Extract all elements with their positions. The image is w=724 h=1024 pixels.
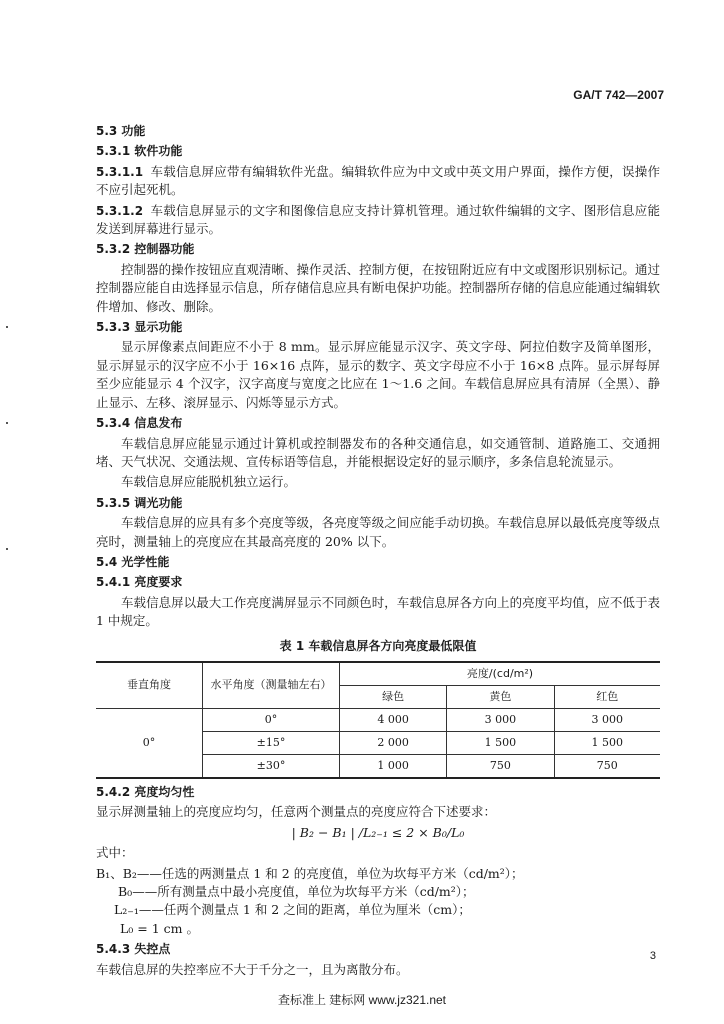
heading-5-3-3: 5.3.3 显示功能 [96,320,183,335]
formula-definition: B₀——所有测量点中最小亮度值，单位为坎每平方米（cd/m²）； [118,884,475,899]
scan-speck [6,422,8,424]
table-cell: 1 500 [447,731,554,754]
paragraph-offline: 车载信息屏应能脱机独立运行。 [121,474,297,490]
paragraph-luminance: 车载信息屏以最大工作亮度满屏显示不同颜色时，车载信息屏各方向上的亮度平均值，应不低于表 1 中规定。 [96,594,660,629]
table-cell: 4 000 [340,708,447,731]
paragraph-controller: 控制器的操作按钮应直观清晰、操作灵活、控制方便，在按钮附近应有中文或图形识别标记。通过控制器应能自由选择显示信息，所存储信息应具有断电保护功能。控制器所存储的信息应能通过编辑软件增加、修改、删除。 [96,261,660,314]
scan-speck [6,548,8,550]
table-header-vertical: 垂直角度 [96,662,203,709]
paragraph-display: 显示屏像素点间距应不小于 8 mm。显示屏应能显示汉字、英文字母、阿拉伯数字及简单图形，显示屏显示的汉字应不小于 16×16 点阵，显示的数字、英文字母应不小于 16×8 点阵。显示屏每屏至少应能显示 4 个汉字，汉字高度与宽度之比应在 1～1.6 之间。车载信息屏应具有清屏（全黑）、静止显示、左移、滚屏显示、闪烁等显示方式。 [96,339,660,410]
table-cell: 750 [447,754,554,778]
watermark-footer: 查标准上 建标网 www.jz321.net [277,993,447,1007]
table-cell: 1 500 [554,731,660,754]
table-cell: 1 000 [340,754,447,778]
paragraph-dimming: 车载信息屏的应具有多个亮度等级，各亮度等级之间应能手动切换。车载信息屏以最低亮度等级点亮时，测量轴上的亮度应在其最高亮度的 20% 以下。 [96,515,660,549]
table-header-luminance: 亮度/(cd/m²) [340,662,661,686]
formula-definition: L₀ = 1 cm 。 [120,920,199,936]
paragraph-loss-of-control: 车载信息屏的失控率应不大于千分之一，且为离散分布。 [96,961,409,977]
heading-5-4-2: 5.4.2 亮度均匀性 [96,784,195,799]
heading-5-4: 5.4 光学性能 [96,554,170,569]
heading-5-3-4: 5.3.4 信息发布 [96,416,183,431]
clause-number: 5.3.1.1 [96,164,144,179]
formula-definition: L₂₋₁——任两个测量点 1 和 2 之间的距离，单位为厘米（cm）； [114,902,471,918]
table-cell-vertical: 0° [96,708,203,778]
table-header-red: 红色 [554,685,660,708]
table-header-horizontal: 水平角度（测量轴左右） [203,662,340,709]
document-body [96,120,660,981]
paragraph-publish: 车载信息屏应能显示通过计算机或控制器发布的各种交通信息，如交通管制、道路施工、交通拥堵、天气状况、交通法规、宣传标语等信息，并能根据设定好的显示顺序，多条信息轮流显示。 [96,435,660,469]
table-cell: 3 000 [554,708,660,731]
heading-5-3-2: 5.3.2 控制器功能 [96,242,195,257]
table-header-green: 绿色 [340,685,447,708]
table-cell: 750 [554,754,660,778]
table-header-yellow: 黄色 [447,685,554,708]
table-header-row [96,662,660,686]
heading-5-4-1: 5.4.1 亮度要求 [96,575,183,590]
heading-5-3-5: 5.3.5 调光功能 [96,495,183,510]
heading-5-3: 5.3 功能 [96,124,146,138]
table-cell: 3 000 [447,708,554,731]
luminance-table [96,661,660,779]
clause-number: 5.3.1.2 [96,203,144,218]
document-id: GA/T 742—2007 [573,88,664,102]
page-number: 3 [649,950,656,962]
table-row [96,708,660,731]
table-title: 表 1 车载信息屏各方向亮度最低限值 [279,638,477,653]
table-cell-horizontal: 0° [203,708,340,731]
heading-5-4-3: 5.4.3 失控点 [96,942,171,957]
paragraph-uniformity: 显示屏测量轴上的亮度应均匀，任意两个测量点的亮度应符合下述要求： [96,804,497,820]
formula-definition: B₁、B₂——任选的两测量点 1 和 2 的亮度值，单位为坎每平方米（cd/m²）； [96,865,524,881]
clause-5-3-1-1 [96,163,660,200]
clause-5-3-1-2 [96,202,660,239]
clause-text: 车载信息屏显示的文字和图像信息应支持计算机管理。通过软件编辑的文字、图形信息应能发送到屏幕进行显示。 [96,202,660,237]
table-cell-horizontal: ±30° [203,754,340,778]
formula-where-label: 式中： [96,845,134,861]
heading-5-3-1: 5.3.1 软件功能 [96,144,183,159]
clause-text: 车载信息屏应带有编辑软件光盘。编辑软件应为中文或中英文用户界面，操作方便，误操作不应引起死机。 [96,163,660,198]
table-cell: 2 000 [340,731,447,754]
table-cell-horizontal: ±15° [203,731,340,754]
scan-speck [6,326,8,328]
uniformity-formula: | B₂ − B₁ | /L₂₋₁ ≤ 2 × B₀/L₀ [291,824,465,840]
